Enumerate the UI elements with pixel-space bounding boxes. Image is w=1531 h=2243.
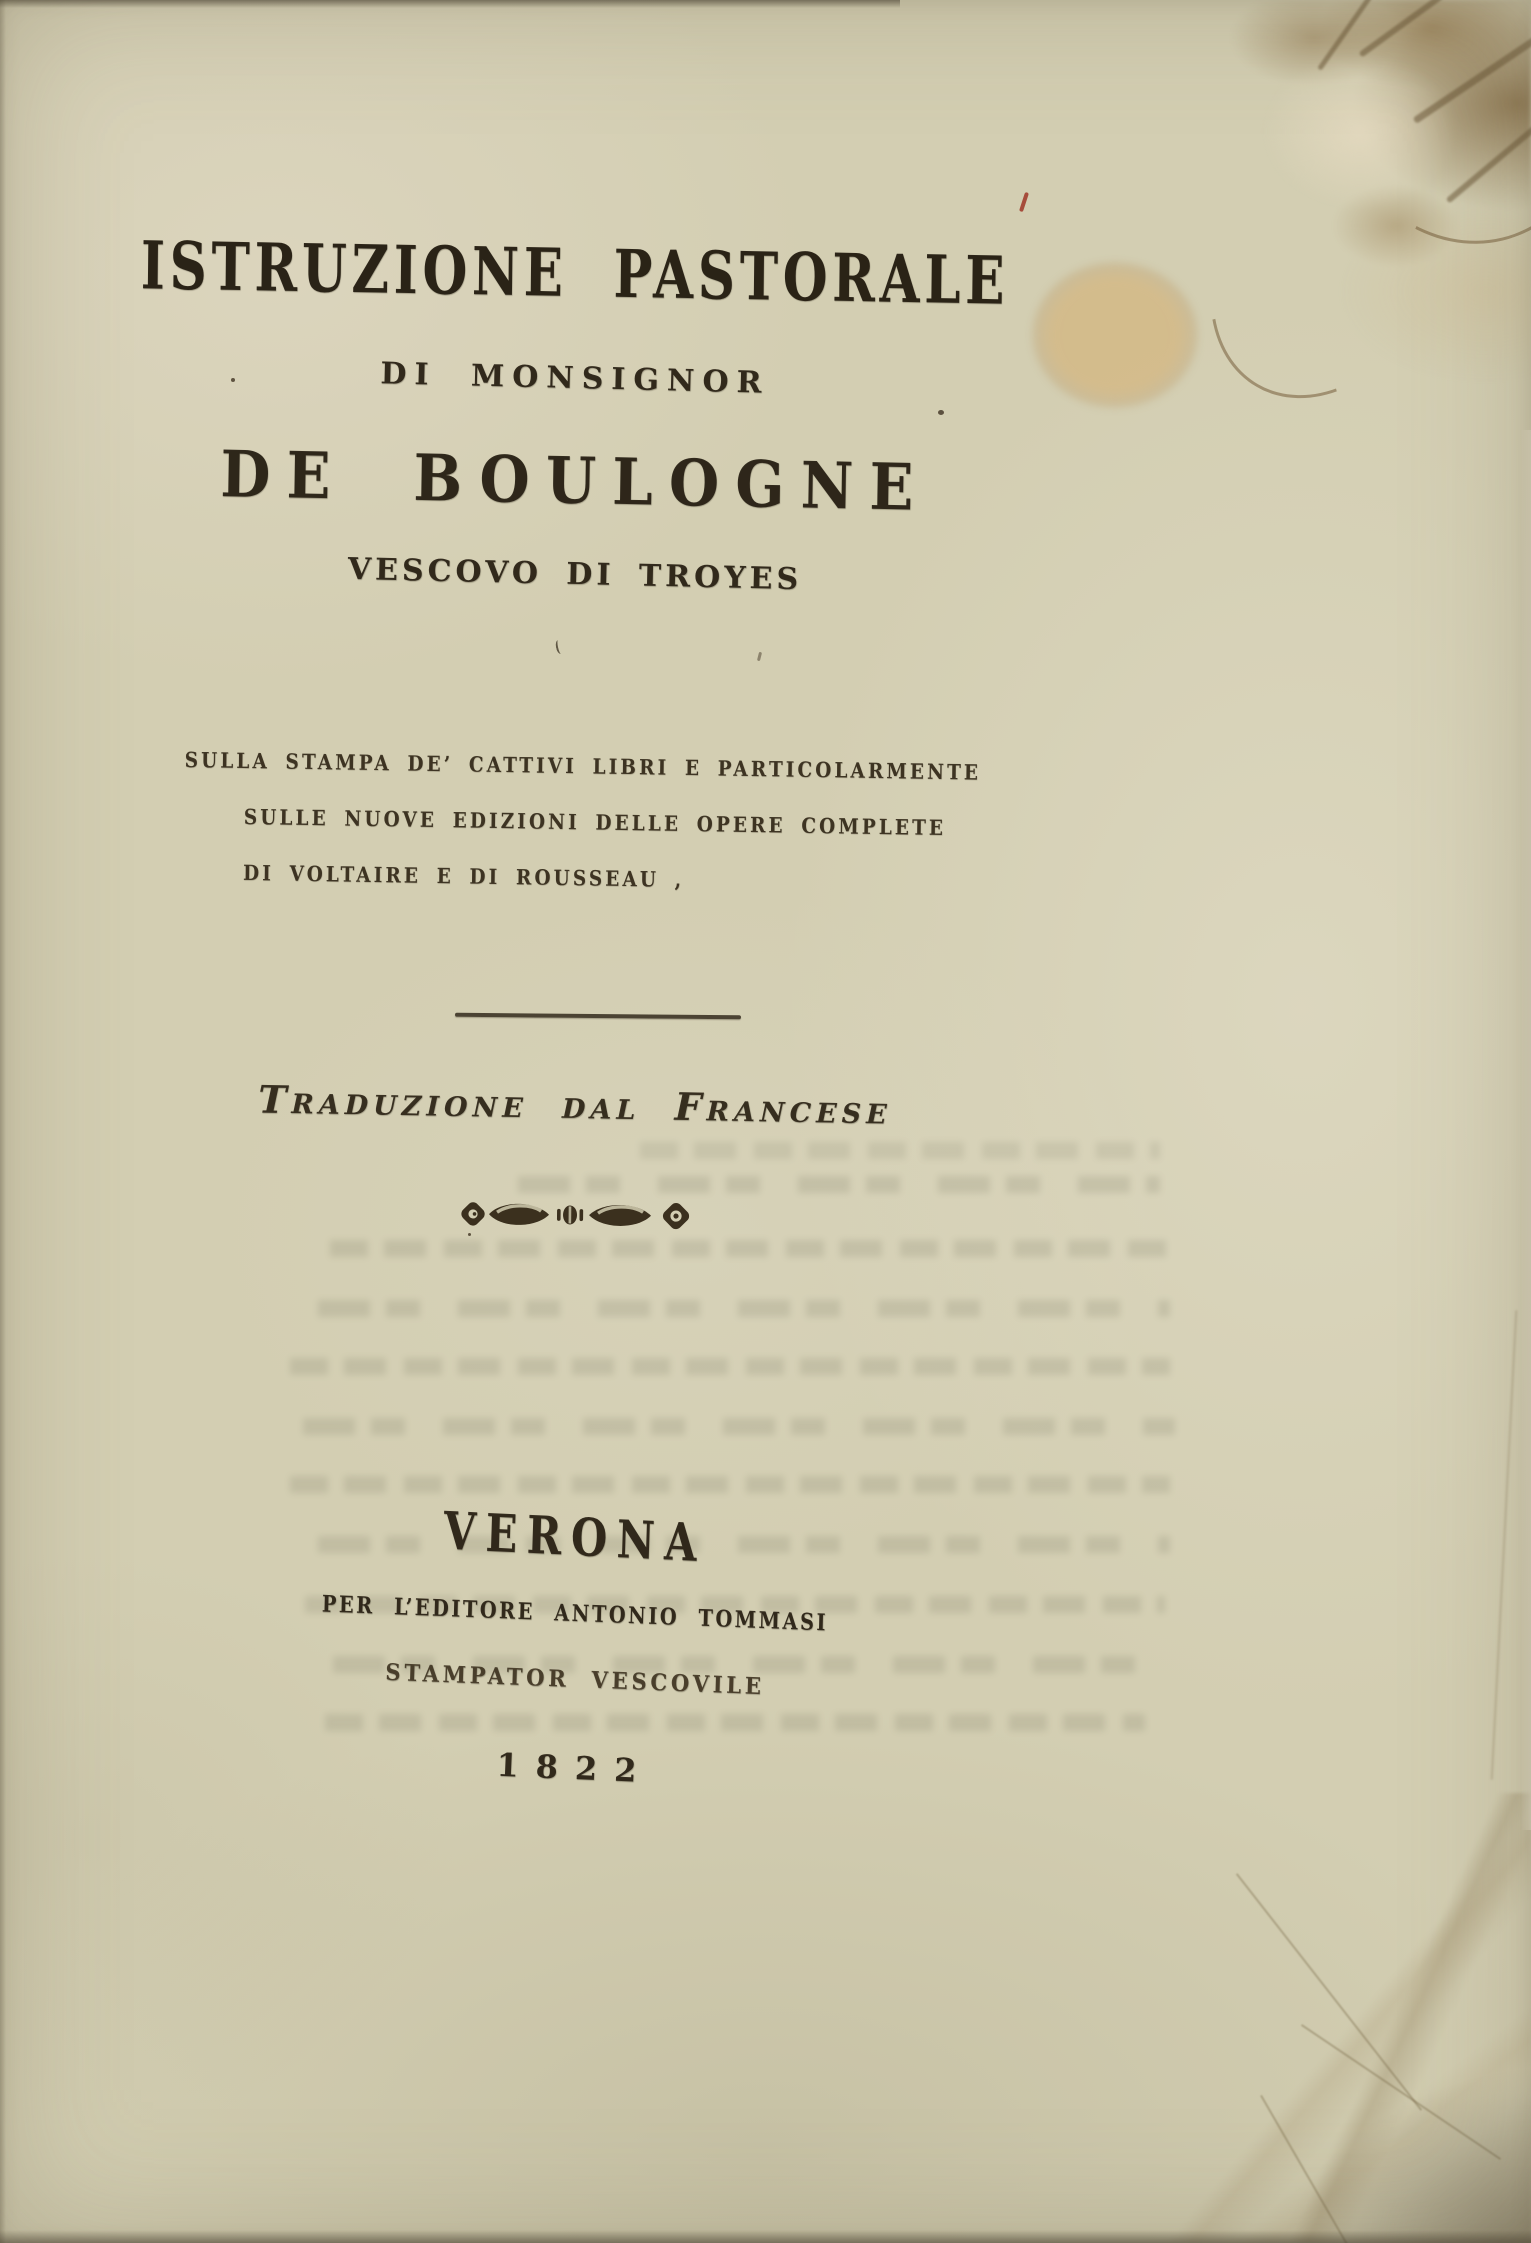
translation-note: Traduzione dal Francese	[257, 1076, 893, 1133]
imprint-publisher: PER L’EDITORE ANTONIO TOMMASI	[321, 1590, 829, 1637]
subject-line-2: SULLE NUOVE EDIZIONI DELLE OPERE COMPLETE	[243, 803, 947, 841]
author-role: VESCOVO DI TROYES	[347, 551, 803, 598]
subject-line-1: SULLA STAMPA DE’ CATTIVI LIBRI E PARTICOLARMENTE	[184, 746, 982, 785]
imprint-printer: STAMPATOR VESCOVILE	[384, 1658, 766, 1701]
book-title: ISTRUZIONE PASTORALE	[140, 226, 1010, 320]
imprint-city: VERONA	[442, 1500, 708, 1575]
author-name: DE BOULOGNE	[219, 437, 931, 526]
subject-line-3: DI VOLTAIRE E DI ROUSSEAU ,	[242, 859, 685, 892]
imprint-year: 1822	[495, 1745, 655, 1791]
monsignor-line: DI MONSIGNOR	[380, 356, 770, 401]
